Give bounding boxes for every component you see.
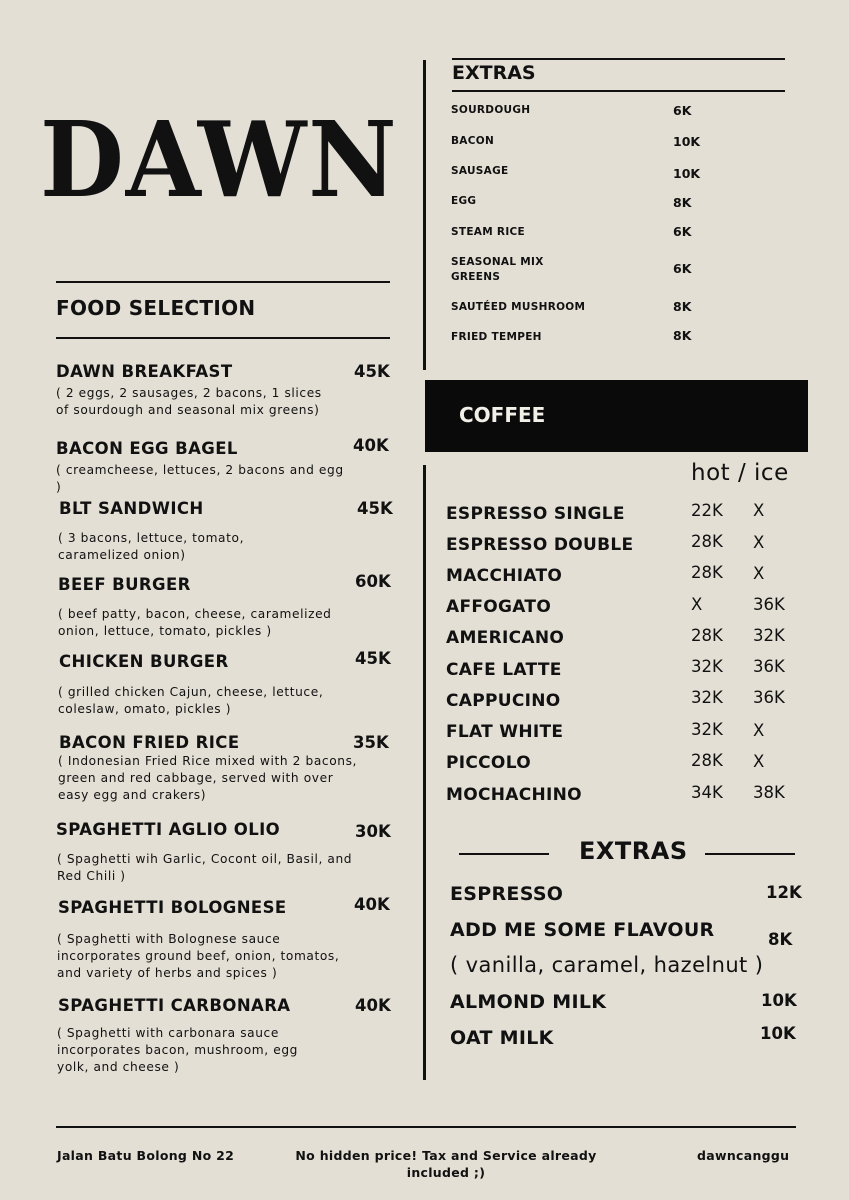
extra-item-name: SAUTÉED MUSHROOM — [451, 301, 586, 313]
coffee-item-hot: 28K — [691, 563, 723, 582]
food-item-price: 60K — [355, 572, 391, 591]
extra-item-price: 8K — [673, 195, 692, 210]
food-item-name: DAWN BREAKFAST — [56, 362, 233, 381]
extra-item-price: 8K — [673, 299, 692, 314]
extra-item-price: 10K — [673, 166, 701, 181]
coffee-title: COFFEE — [459, 403, 546, 427]
coffee-item-hot: 28K — [691, 532, 723, 551]
extra-item-name: BACON — [451, 135, 495, 147]
coffee-item-name: MACCHIATO — [446, 566, 563, 586]
food-item-name: SPAGHETTI CARBONARA — [58, 996, 291, 1015]
food-top-rule — [56, 281, 390, 283]
coffee-item-name: ESPRESSO DOUBLE — [446, 535, 634, 555]
food-item-price: 45K — [355, 649, 391, 668]
extras-vertical-rule — [423, 60, 426, 370]
extra-item-price: 6K — [673, 224, 692, 239]
coffee-item-hot: 32K — [691, 720, 723, 739]
food-item-name: CHICKEN BURGER — [59, 652, 229, 671]
extra-item-price: 6K — [673, 103, 692, 118]
coffee-extras-rule-right — [705, 853, 795, 855]
coffee-item-hot: X — [691, 595, 703, 614]
extra-item-name: SEASONAL MIX GREENS — [451, 256, 544, 283]
food-item-desc: ( Spaghetti with Bolognese sauce incorporates ground beef, onion, tomatos, and variety of herbs and spices ) — [57, 932, 340, 980]
coffee-extra-name: ALMOND MILK — [450, 991, 607, 1013]
food-item-desc: ( 3 bacons, lettuce, tomato, caramelized onion) — [58, 531, 245, 562]
food-item-price: 40K — [353, 436, 389, 455]
food-item-desc: ( beef patty, bacon, cheese, caramelized onion, lettuce, tomato, pickles ) — [58, 607, 332, 638]
coffee-item-name: MOCHACHINO — [446, 785, 582, 805]
coffee-item-name: FLAT WHITE — [446, 722, 564, 742]
food-item-price: 45K — [357, 499, 393, 518]
coffee-item-name: AFFOGATO — [446, 597, 552, 617]
coffee-item-hot: 32K — [691, 688, 723, 707]
coffee-item-hot: 22K — [691, 501, 723, 520]
coffee-item-ice: 36K — [753, 688, 785, 707]
footer-address: Jalan Batu Bolong No 22 — [57, 1148, 235, 1163]
brand-logo: DAWN — [40, 98, 399, 221]
coffee-item-name: ESPRESSO SINGLE — [446, 504, 625, 524]
extras-bottom-rule — [452, 90, 785, 92]
coffee-extra-price: 12K — [766, 883, 802, 902]
coffee-extra-name: ESPRESSO — [450, 883, 564, 905]
coffee-item-name: CAFE LATTE — [446, 660, 562, 680]
footer-handle: dawncanggu — [697, 1148, 790, 1163]
food-item-desc: ( Spaghetti with carbonara sauce incorporates bacon, mushroom, egg yolk, and cheese ) — [57, 1026, 299, 1074]
coffee-item-hot: 28K — [691, 751, 723, 770]
coffee-extra-price: 10K — [761, 991, 797, 1010]
food-item-price: 45K — [354, 362, 390, 381]
coffee-extra-name: OAT MILK — [450, 1027, 554, 1049]
coffee-item-ice: X — [753, 752, 765, 771]
food-item-name: BLT SANDWICH — [59, 499, 204, 518]
coffee-item-hot: 28K — [691, 626, 723, 645]
food-item-name: SPAGHETTI AGLIO OLIO — [56, 820, 281, 839]
extra-item-name: SAUSAGE — [451, 165, 509, 177]
food-item-name: SPAGHETTI BOLOGNESE — [58, 898, 287, 917]
food-item-price: 40K — [355, 996, 391, 1015]
coffee-item-ice: 36K — [753, 595, 785, 614]
extra-item-price: 10K — [673, 134, 701, 149]
food-item-price: 40K — [354, 895, 390, 914]
coffee-extra-price: 10K — [760, 1024, 796, 1043]
extra-item-name: STEAM RICE — [451, 226, 525, 238]
food-item-desc: ( creamcheese, lettuces, 2 bacons and egg ) — [56, 463, 344, 494]
coffee-item-name: CAPPUCINO — [446, 691, 561, 711]
extra-item-price: 8K — [673, 328, 692, 343]
food-item-desc: ( Indonesian Fried Rice mixed with 2 bacons, green and red cabbage, served with over easy egg and crakers) — [58, 754, 357, 802]
coffee-extra-name: ADD ME SOME FLAVOUR — [450, 919, 715, 941]
footer-note: No hidden price! Tax and Service already included ;) — [295, 1148, 597, 1180]
extras-title: EXTRAS — [452, 62, 536, 84]
food-item-price: 35K — [353, 733, 389, 752]
footer-rule — [56, 1126, 796, 1128]
coffee-item-hot: 32K — [691, 657, 723, 676]
food-item-price: 30K — [355, 822, 391, 841]
food-section-title: FOOD SELECTION — [56, 296, 256, 320]
coffee-item-ice: 32K — [753, 626, 785, 645]
coffee-item-ice: X — [753, 501, 765, 520]
coffee-item-name: PICCOLO — [446, 753, 531, 773]
extra-item-name: SOURDOUGH — [451, 104, 531, 116]
food-item-name: BEEF BURGER — [58, 575, 191, 594]
coffee-item-ice: 38K — [753, 783, 785, 802]
extras-top-rule — [452, 58, 785, 60]
coffee-item-hot: 34K — [691, 783, 723, 802]
coffee-item-ice: 36K — [753, 657, 785, 676]
food-item-desc: ( 2 eggs, 2 sausages, 2 bacons, 1 slices of sourdough and seasonal mix greens) — [56, 386, 322, 417]
coffee-item-ice: X — [753, 564, 765, 583]
food-item-desc: ( Spaghetti wih Garlic, Cocont oil, Basil, and Red Chili ) — [57, 852, 353, 883]
food-item-name: BACON FRIED RICE — [59, 733, 240, 752]
extra-item-name: FRIED TEMPEH — [451, 331, 542, 343]
coffee-item-name: AMERICANO — [446, 628, 565, 648]
coffee-vertical-rule — [423, 465, 426, 1080]
food-item-name: BACON EGG BAGEL — [56, 439, 238, 458]
food-bottom-rule — [56, 337, 390, 339]
coffee-extras-rule-left — [459, 853, 549, 855]
flavour-options: ( vanilla, caramel, hazelnut ) — [450, 953, 764, 977]
extra-item-price: 6K — [673, 261, 692, 276]
coffee-extras-title: EXTRAS — [579, 837, 688, 865]
food-item-desc: ( grilled chicken Cajun, cheese, lettuce, coleslaw, omato, pickles ) — [58, 685, 324, 716]
coffee-extra-price: 8K — [768, 930, 793, 949]
coffee-item-ice: X — [753, 533, 765, 552]
extra-item-name: EGG — [451, 195, 477, 207]
coffee-item-ice: X — [753, 721, 765, 740]
hot-ice-header: hot / ice — [691, 460, 789, 486]
